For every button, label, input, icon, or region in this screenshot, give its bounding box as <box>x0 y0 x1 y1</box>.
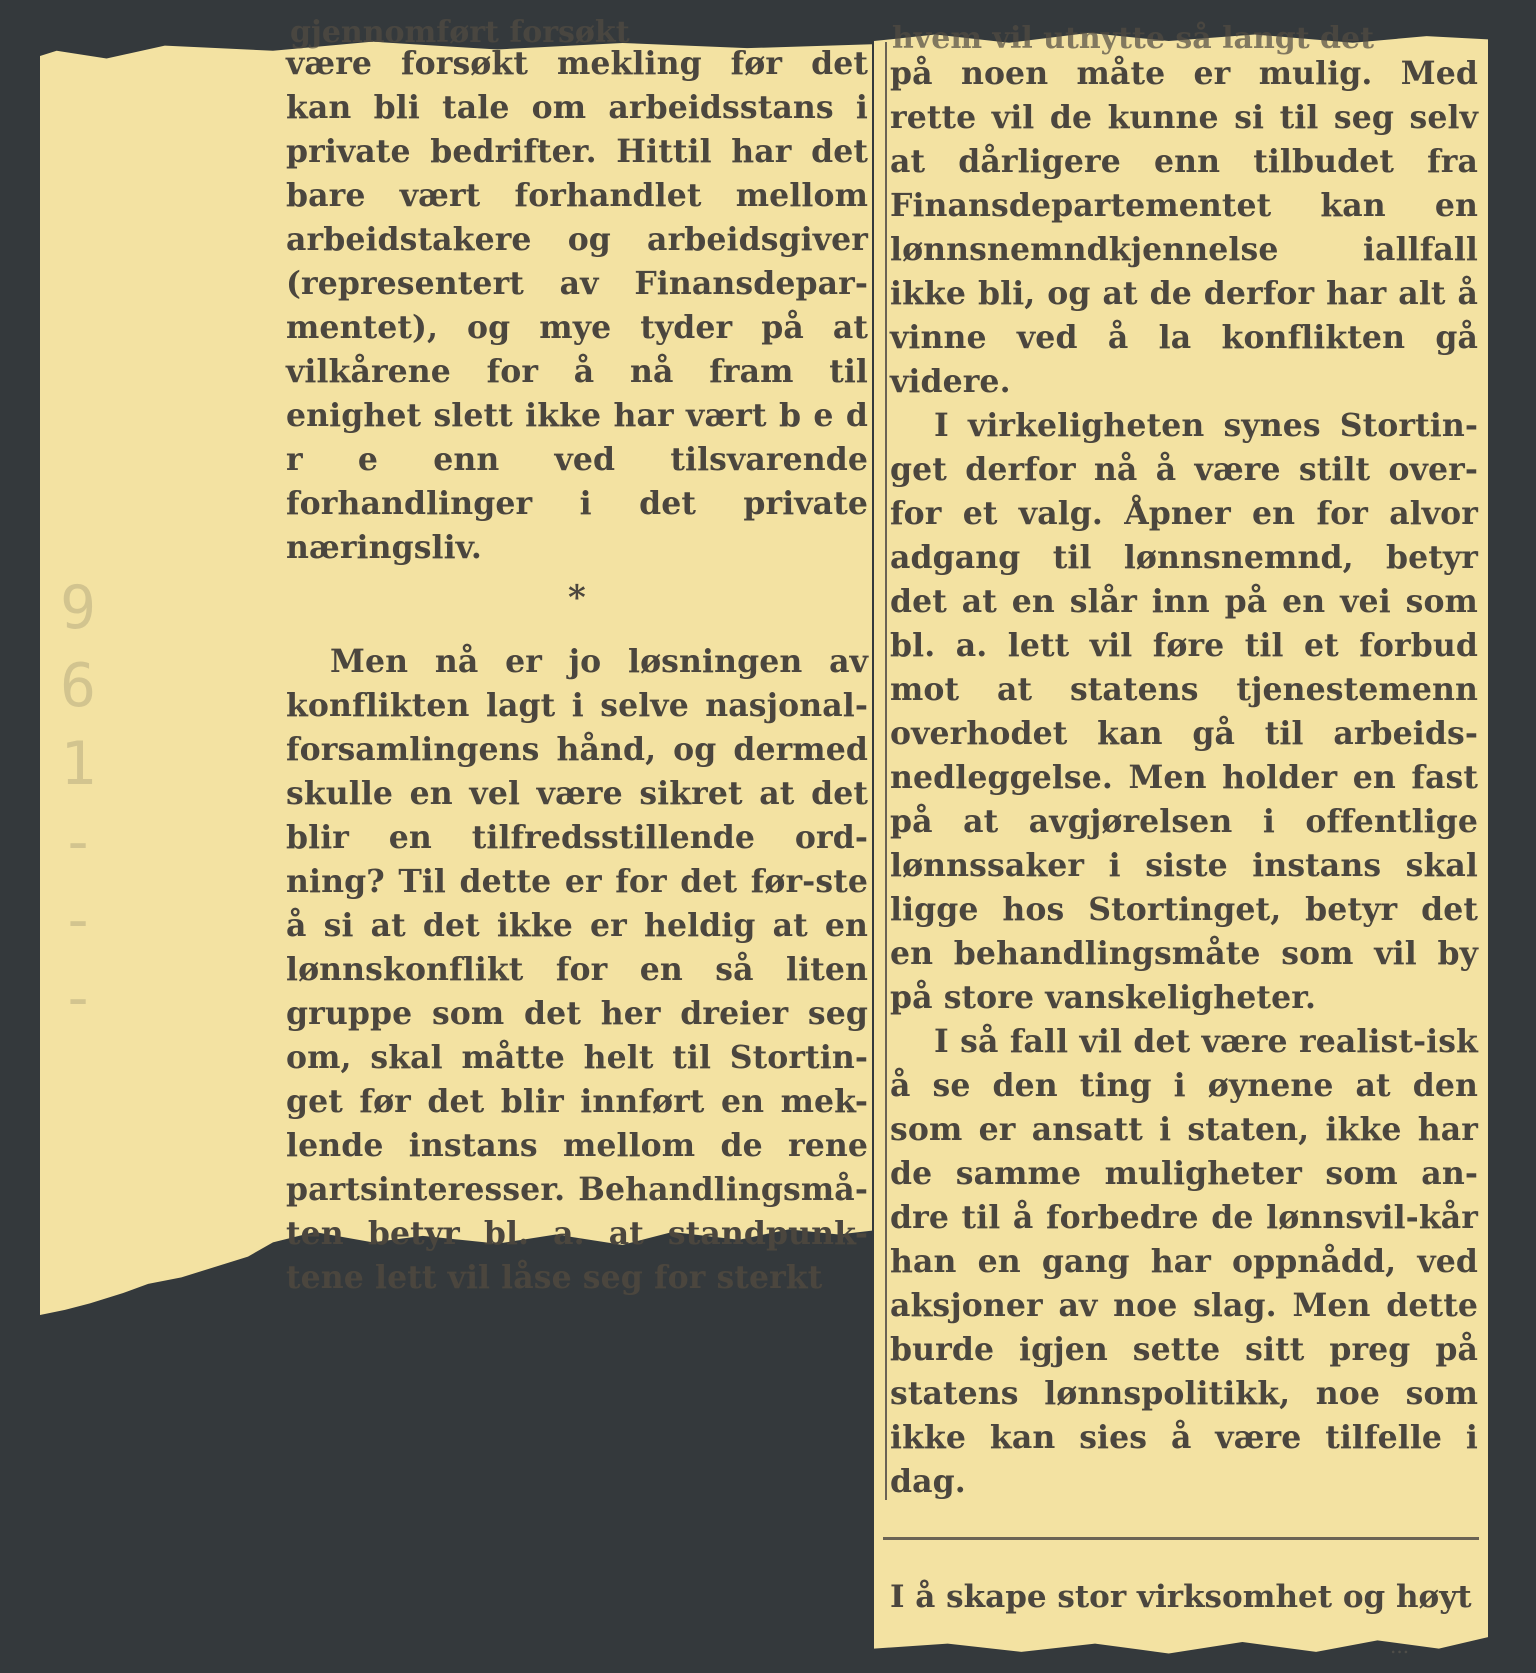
stamp-char: - <box>60 885 97 955</box>
next-article-first-line: I å skape stor virksomhet og høyt <box>890 1579 1472 1615</box>
right-column-cut-line: hvem vil utnytte så langt det <box>892 21 1374 56</box>
right-paragraph-3: I så fall vil det være realist-isk å se den ting i øynene at den som er ansatt i staten, ikke har de samme muligheter som an-dre til å forbedre de lønnsvil-kår han en gang har oppnådd, ved aksjoner av noe slag. Men dette burde igjen sette sitt preg på statens lønnspolitikk, noe som ikke kan sies å være tilfelle i dag. <box>890 1023 1478 1500</box>
right-paragraph-1: på noen måte er mulig. Med rette vil de kunne si til seg selv at dårligere enn tilbudet fra Finansdepartementet kan en lønnsnemndkjennelse iallfall ikke bli, og at de derfor har alt å vinne ved å la konflikten gå videre. <box>890 55 1478 400</box>
stamp-char: - <box>60 807 97 877</box>
faded-date-stamp <box>60 560 170 1300</box>
left-column-cut-line: gjennomført forsøkt <box>290 15 630 50</box>
left-article-column <box>286 42 868 1300</box>
right-article-column <box>890 52 1478 1504</box>
column-divider-rule <box>885 42 887 1500</box>
right-paragraph-2: I virkeligheten synes Stortin-get derfor nå å være stilt over-for et valg. Åpner en for alvor adgang til lønnsnemnd, betyr det at en slår inn på en vei som bl. a. lett vil føre til et forbud mot at statens tjenestemenn overhodet kan gå til arbeids-nedleggelse. Men holder en fast på at avgjørelsen i offentlige lønnssaker i siste instans skal ligge hos Stortinget, betyr det en behandlingsmåte som vil by på store vanskeligheter. <box>890 407 1478 1016</box>
stamp-char: - <box>60 963 97 1033</box>
stamp-char: 6 <box>60 651 97 721</box>
stamp-char: 1 <box>60 729 97 799</box>
left-paragraph-1: være forsøkt mekling før det kan bli tale om arbeidsstans i private bedrifter. Hittil har det bare vært forhandlet mellom arbeidstakere og arbeidsgiver (representert av Finansdepar-mentet), og mye tyder på at vilkårene for å nå fram til enighet slett ikke har vært b e d r e enn ved tilsvarende forhandlinger i det private næringsliv. <box>286 45 868 566</box>
article-end-rule <box>883 1537 1479 1540</box>
stamp-char: 9 <box>60 573 97 643</box>
section-separator: * <box>568 578 586 618</box>
next-article-cut-line: ... <box>1390 1634 1410 1658</box>
left-paragraph-2: Men nå er jo løsningen av konflikten lagt i selve nasjonal-forsamlingens hånd, og dermed skulle en vel være sikret at det blir en tilfredsstillende ord-ning? Til dette er for det før-ste å si at det ikke er heldig at en lønnskonflikt for en så liten gruppe som det her dreier seg om, skal måtte helt til Stortin-get før det blir innført en mek-lende instans mellom de rene partsinteresser. Behandlingsmå-ten betyr bl. a. at standpunk-tene lett vil låse seg for sterkt <box>286 643 868 1296</box>
